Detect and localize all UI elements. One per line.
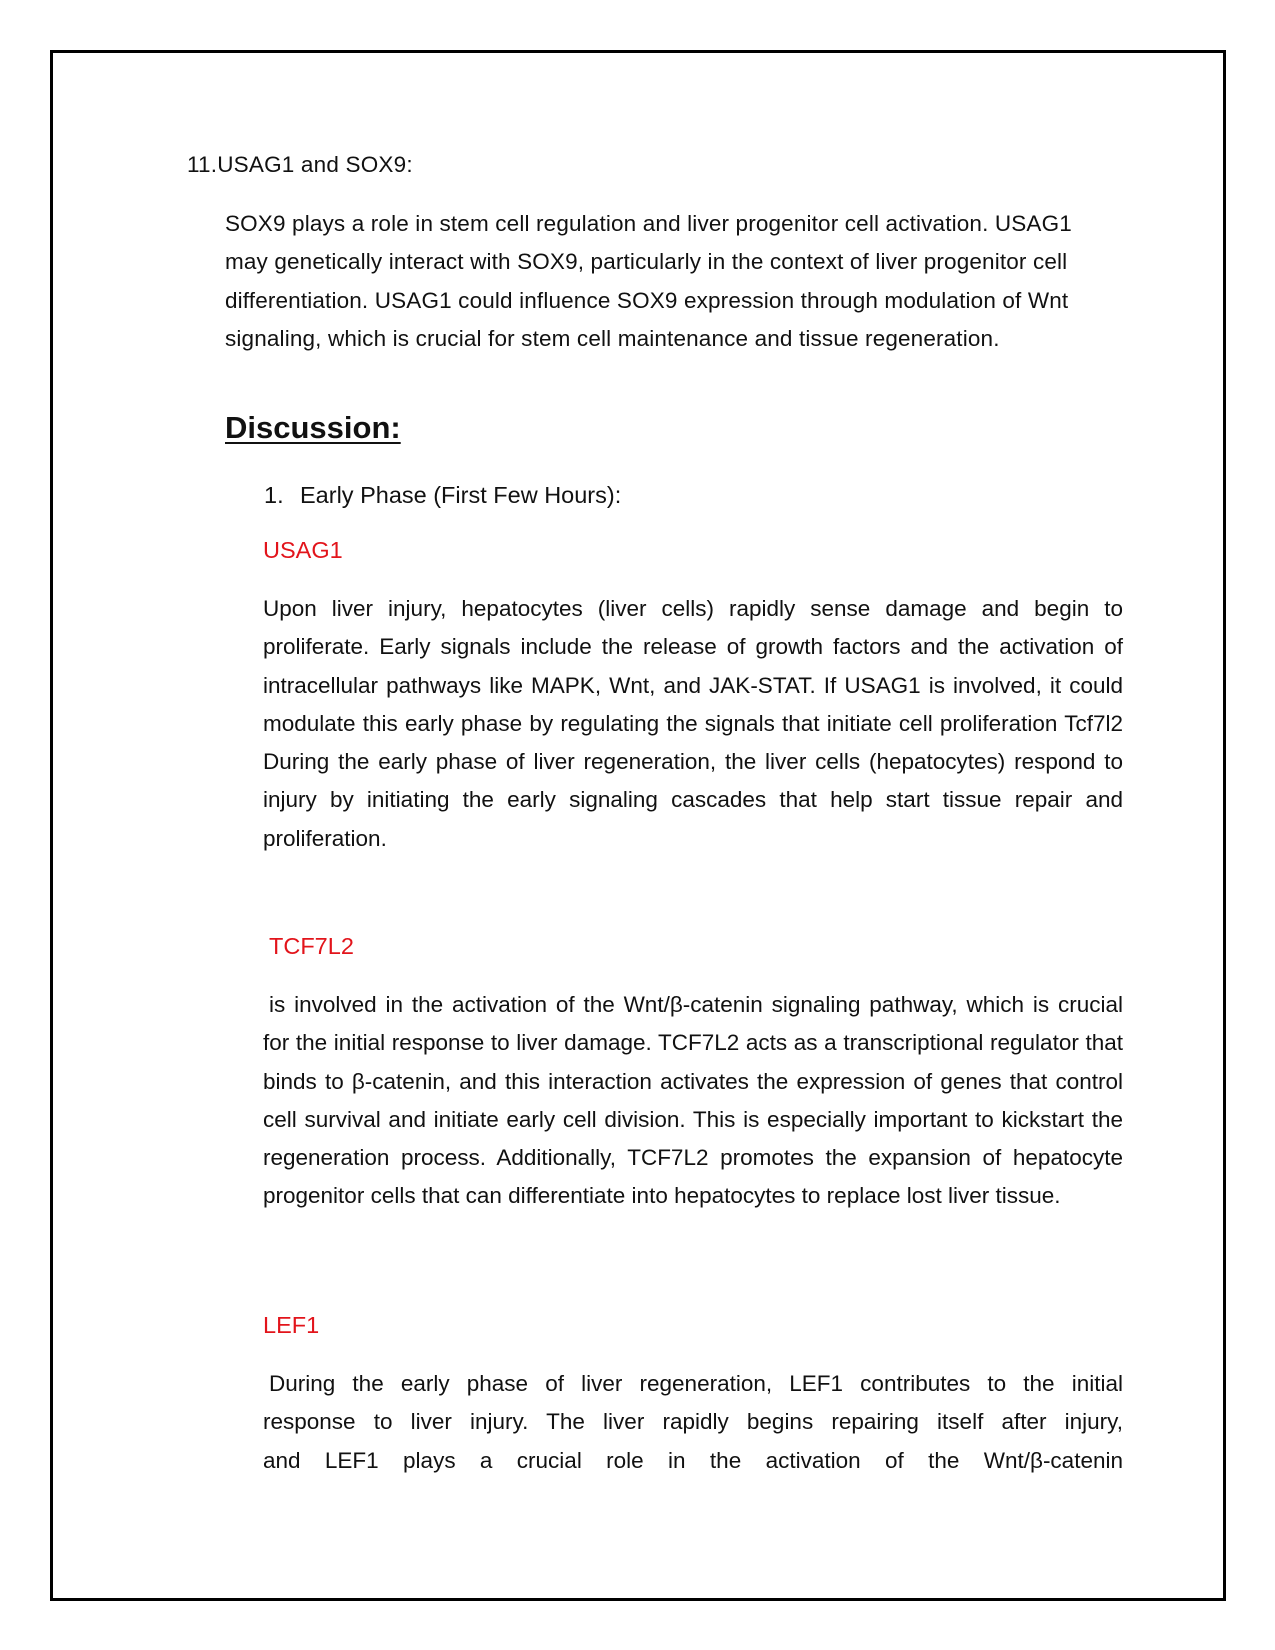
tcf7l2-paragraph: is involved in the activation of the Wnt/β-catenin signaling pathway, which is crucial for the initial response to liver damage. TCF7L2 acts as a transcriptional regulator that binds to β-catenin, and this interaction activates the expression of genes that control cell survival and initiate early cell division. This is especially important to kickstart the regeneration process. Additionally, TCF7L2 promotes the expansion of hepatocyte progenitor cells that can differentiate into hepatocytes to replace lost liver tissue.: [263, 992, 1123, 1209]
discussion-heading: Discussion:: [225, 410, 401, 445]
phase-title: Early Phase (First Few Hours):: [300, 482, 622, 508]
gene-heading-lef1: LEF1: [263, 1312, 320, 1338]
phase-heading: [264, 482, 621, 509]
gene-heading-tcf7l2: TCF7L2: [269, 933, 354, 959]
sox9-paragraph: SOX9 plays a role in stem cell regulation and liver progenitor cell activation. USAG1 may genetically interact with SOX9, particularly in the context of liver progenitor cell differentiation. USAG1 could influence SOX9 expression through modulation of Wnt signaling, which is crucial for stem cell maintenance and tissue regeneration.: [225, 211, 1072, 351]
lef1-line: and LEF1 plays a crucial role in the activation of the Wnt/β-catenin: [263, 1447, 1123, 1473]
lef1-line: response to liver injury. The liver rapidly begins repairing itself after injury,: [263, 1409, 1123, 1435]
gene-heading-usag1: USAG1: [263, 537, 343, 563]
usag1-paragraph: Upon liver injury, hepatocytes (liver cells) rapidly sense damage and begin to proliferate. Early signals include the release of growth factors and the activation of intracellular pathways like MAPK, Wnt, and JAK-STAT. If USAG1 is involved, it could modulate this early phase by regulating the signals that initiate cell proliferation Tcf7l2 During the early phase of liver regeneration, the liver cells (hepatocytes) respond to injury by initiating the early signaling cascades that help start tissue repair and proliferation.: [263, 596, 1123, 851]
section-title: 11.USAG1 and SOX9:: [187, 152, 413, 177]
phase-number: 1.: [264, 482, 284, 508]
lef1-line: During the early phase of liver regeneration, LEF1 contributes to the initial: [269, 1371, 1123, 1396]
lef1-paragraph: [263, 1365, 1123, 1480]
